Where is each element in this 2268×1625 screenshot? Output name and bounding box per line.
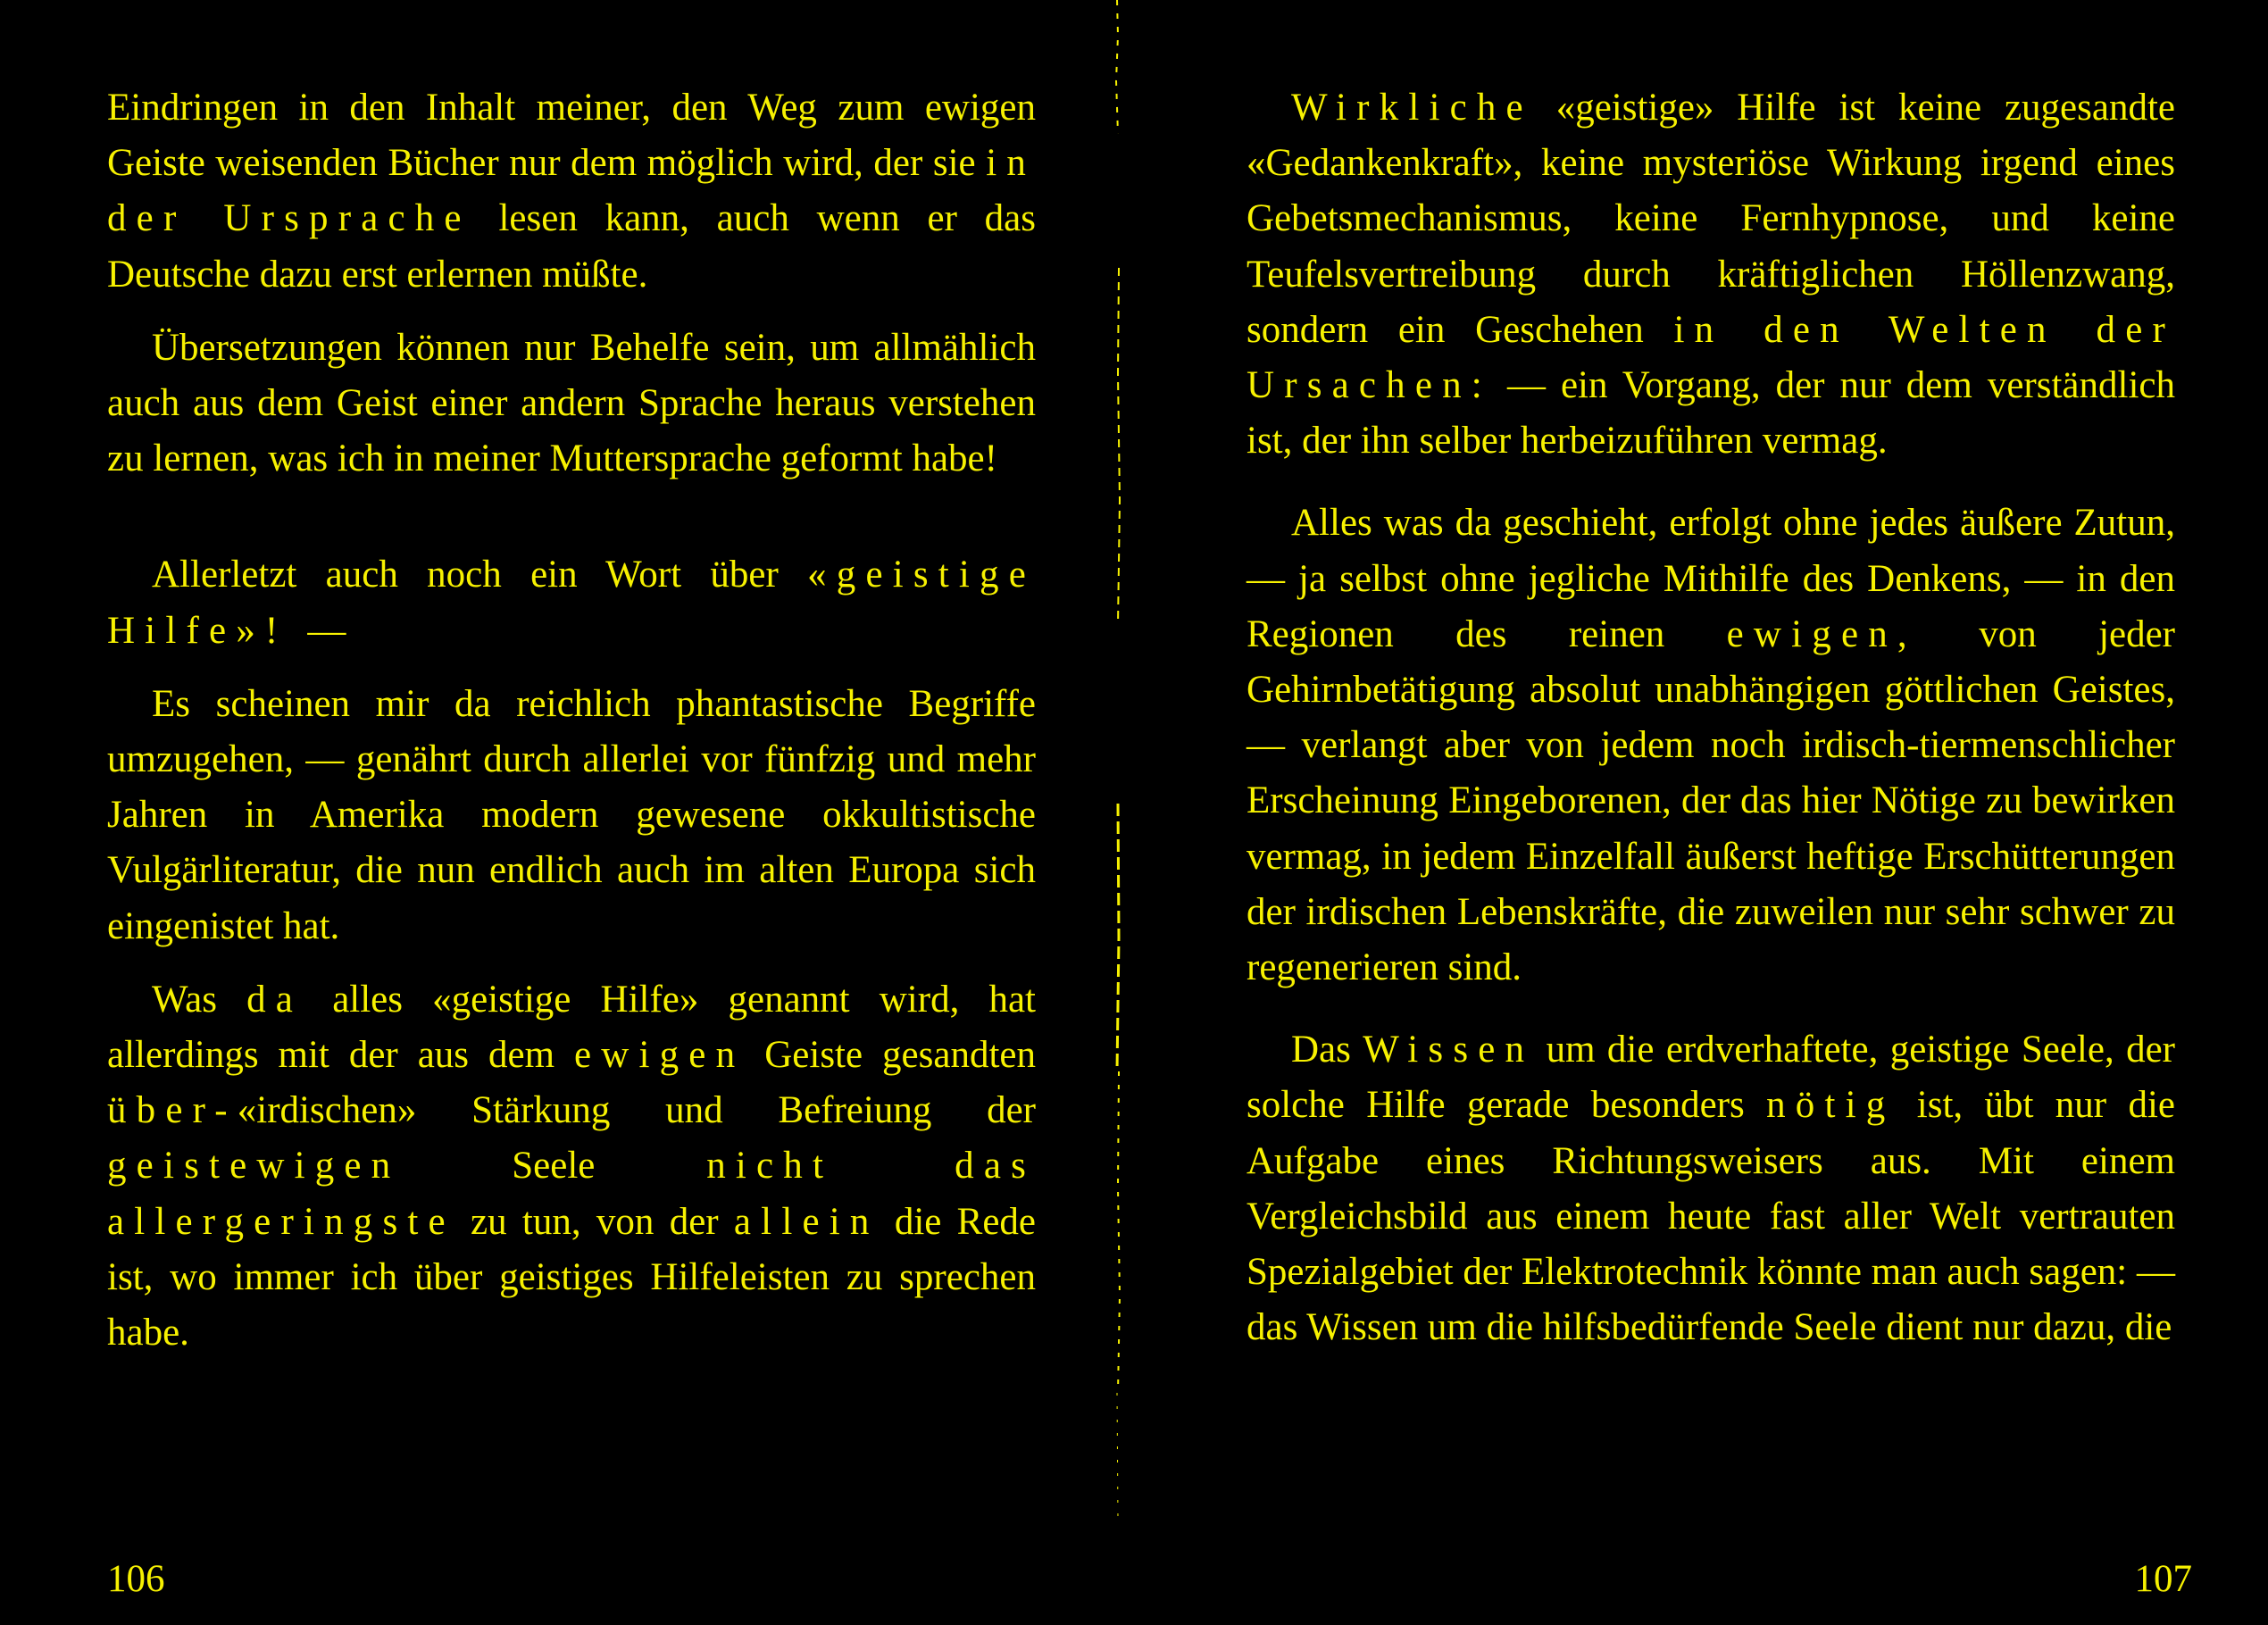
- left-page: [0, 0, 1112, 1625]
- emphasis-wissen: Wissen: [1363, 1029, 1535, 1071]
- right-page: [1121, 0, 2268, 1625]
- emphasis-ueber: über-: [107, 1089, 238, 1132]
- left-paragraph-5: Was da alles «geistige Hilfe» genannt wird, hat allerdings mit der aus dem ewigen Geiste gesandten über-«irdischen» Stärkung und Befreiung der geistewigen Seele nicht das allergeringste zu tun, von der allein die Rede ist, wo immer ich über geistiges Hilfeleisten zu sprechen habe.: [107, 978, 1036, 1354]
- emphasis-ewigen: ewigen: [574, 1034, 746, 1077]
- emphasis-noetig: nötig: [1766, 1084, 1896, 1127]
- page-number-left: 106: [107, 1558, 165, 1600]
- left-paragraph-3: Allerletzt auch noch ein Wort über «geistige Hilfe»! —: [107, 554, 1036, 652]
- emphasis-wirkliche: Wirkliche: [1291, 87, 1533, 129]
- emphasis-geistewigen: geistewigen: [107, 1145, 401, 1188]
- left-paragraph-4: Es scheinen mir da reichlich phantastische Begriffe umzugehen, — genährt durch allerlei vor fünfzig und mehr Jahren in Amerika modern gewesene okkultistische Vulgärliteratur, die nun endlich auch im alten Europa sich eingenistet hat.: [107, 682, 1036, 947]
- right-page-text: [1247, 80, 2175, 1355]
- right-paragraph-1: Wirkliche «geistige» Hilfe ist keine zugesandte «Gedankenkraft», keine mysteriöse Wirkung irgend eines Gebetsmechanismus, keine Fernhypnose, und keine Teufelsvertreibung durch kräftiglichen Höllenzwang, sondern ein Geschehen in den Welten der Ursachen: — ein Vorgang, der nur dem verständlich ist, der ihn selber herbeizuführen vermag.: [1247, 87, 2175, 462]
- emphasis-da: da: [246, 978, 304, 1021]
- right-paragraph-3: Das Wissen um die erdverhaftete, geistige Seele, der solche Hilfe gerade besonders nötig ist, übt nur die Aufgabe eines Richtungsweisers aus. Mit einem Vergleichsbild aus einem heute fast aller Welt vertrauten Spezialgebiet der Elektrotechnik könnte man auch sagen: — das Wissen um die hilfsbedürfende Seele dient nur dazu, die: [1247, 1029, 2175, 1349]
- emphasis-in-den-welten-der-ursachen: in den Welten der Ursachen:: [1247, 308, 2175, 407]
- left-page-text: [107, 80, 1036, 1361]
- emphasis-allein: allein: [733, 1200, 880, 1243]
- emphasis-geistige-hilfe: «geistige Hilfe»! —: [107, 554, 1036, 652]
- emphasis-ewigen-right: ewigen,: [1726, 612, 1917, 655]
- left-paragraph-1: Eindringen in den Inhalt meiner, den Weg zum ewigen Geiste weisenden Bücher nur dem möglich wird, der sie in der Ursprache lesen kann, auch wenn er das Deutsche dazu erst erlernen müßte.: [107, 87, 1036, 296]
- page-number-right: 107: [2134, 1558, 2192, 1600]
- left-paragraph-2: Übersetzungen können nur Behelfe sein, um allmählich auch aus dem Geist einer andern Sprache heraus verstehen zu lernen, was ich in meiner Muttersprache geformt habe!: [107, 326, 1036, 480]
- right-paragraph-2: Alles was da geschieht, erfolgt ohne jedes äußere Zutun, — ja selbst ohne jegliche Mithilfe des Denkens, — in den Regionen des reinen ewigen, von jeder Gehirnbetätigung absolut unabhängigen göttlichen Geistes, — verlangt aber von jedem noch irdisch-tiermenschlicher Erscheinung Eingeborenen, der das hier Nötige zu bewirken vermag, in jedem Einzelfall äußerst heftige Erschütterungen der irdischen Lebenskräfte, die zuweilen nur sehr schwer zu regenerieren sind.: [1247, 502, 2176, 989]
- emphasis-ursprache: in der Ursprache: [107, 142, 1036, 240]
- emphasis-nicht-das-allergeringste: nicht das allergeringste: [107, 1145, 1036, 1243]
